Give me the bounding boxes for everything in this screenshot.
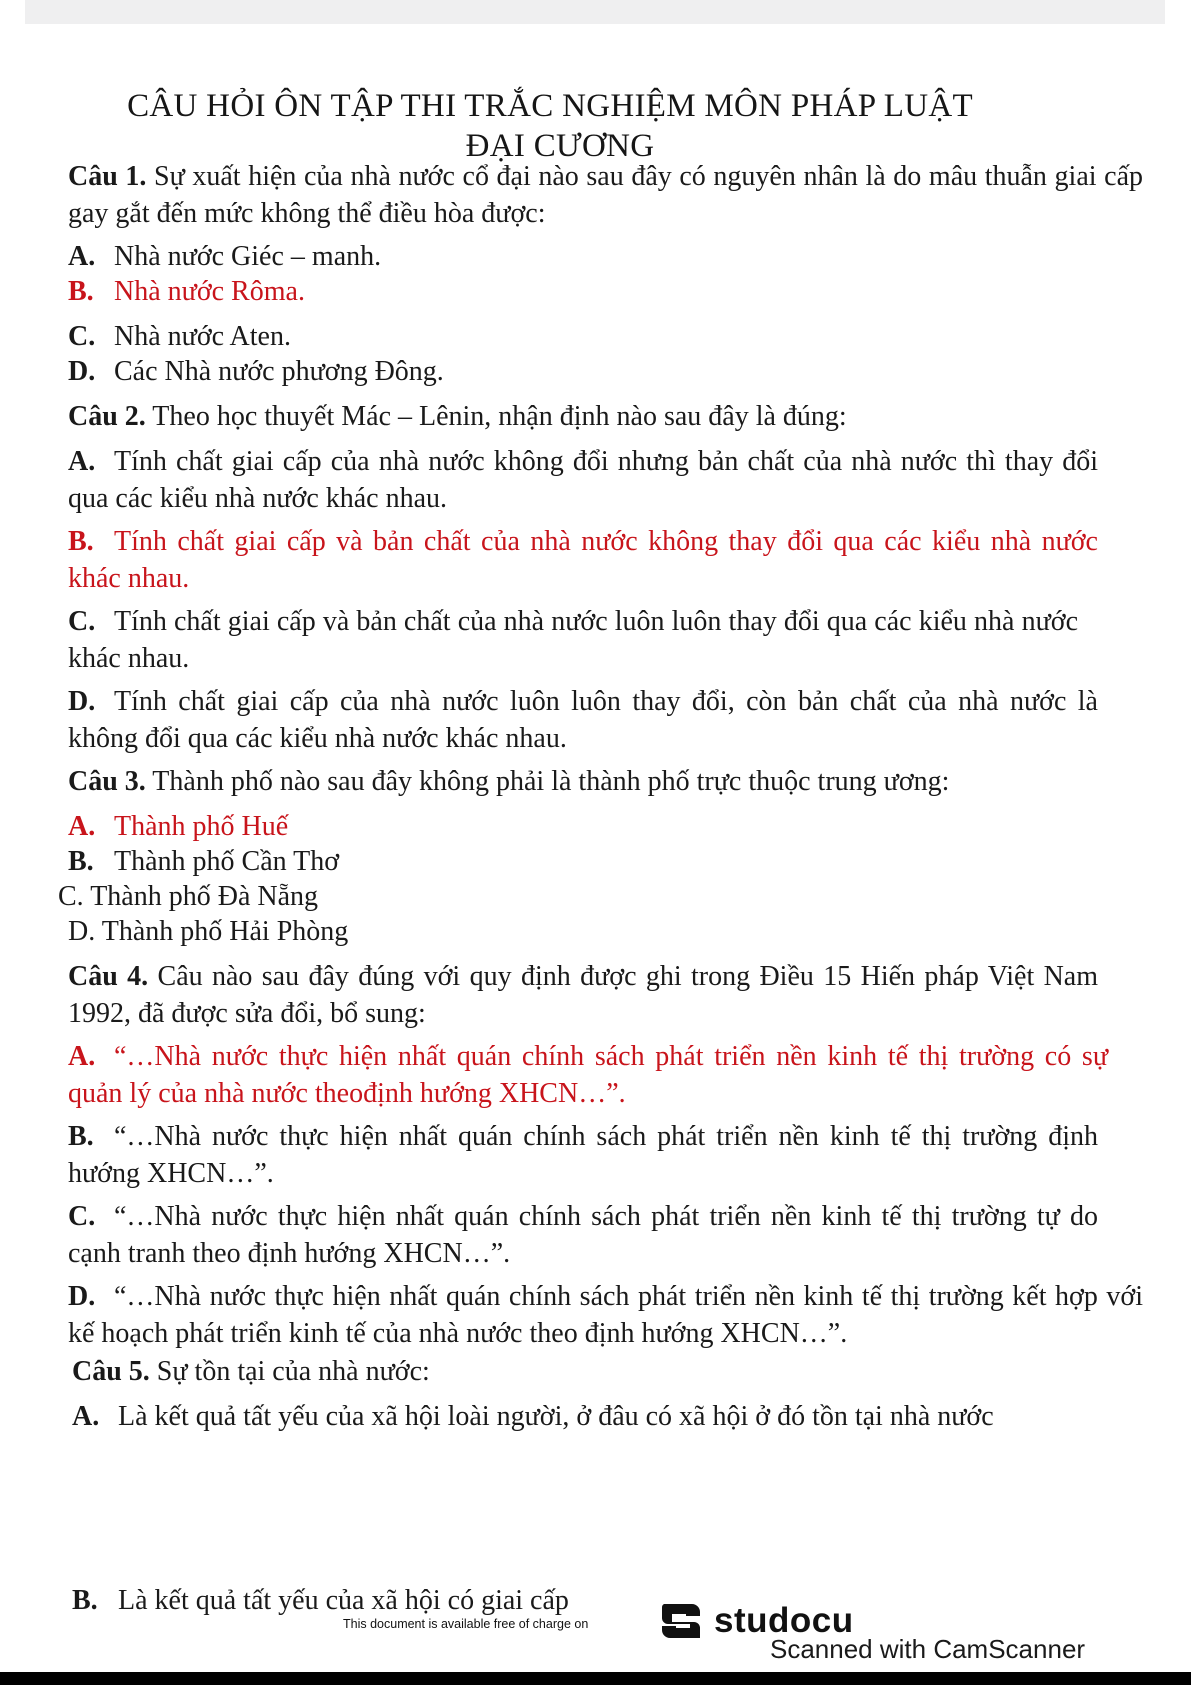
option-text: Thành phố Hải Phòng bbox=[101, 916, 349, 947]
question-4-option-a-correct bbox=[68, 1038, 1108, 1112]
option-label: B. bbox=[68, 526, 94, 557]
option-label: D. bbox=[68, 686, 96, 717]
option-label: D. bbox=[68, 916, 96, 947]
option-label: A. bbox=[68, 1041, 96, 1072]
scan-top-band bbox=[25, 0, 1165, 24]
question-4-option-c bbox=[68, 1198, 1098, 1272]
option-text: Thành phố Huế bbox=[114, 811, 289, 842]
option-text: Tính chất giai cấp và bản chất của nhà nước luôn luôn thay đổi qua các kiểu nhà nước khác nhau. bbox=[68, 606, 1078, 674]
option-text: Là kết quả tất yếu của xã hội loài người, ở đâu có xã hội ở đó tồn tại nhà nước bbox=[118, 1401, 994, 1432]
option-label: A. bbox=[68, 446, 96, 477]
document-title-line-1: CÂU HỎI ÔN TẬP THI TRẮC NGHIỆM MÔN PHÁP LUẬT bbox=[127, 88, 973, 124]
question-label: Câu 1. bbox=[68, 161, 147, 192]
option-text: “…Nhà nước thực hiện nhất quán chính sách phát triển nền kinh tế thị trường kết hợp với kế hoạch phát triển kinh tế của nhà nước theo định hướng XHCN…”. bbox=[68, 1281, 1143, 1349]
question-text: Theo học thuyết Mác – Lênin, nhận định nào sau đây là đúng: bbox=[152, 401, 847, 432]
question-4-option-b bbox=[68, 1118, 1098, 1192]
question-1-option-a bbox=[68, 238, 1123, 275]
question-label: Câu 4. bbox=[68, 961, 149, 992]
question-1-option-b-correct bbox=[68, 273, 1123, 310]
option-label: D. bbox=[68, 356, 96, 387]
option-label: A. bbox=[68, 241, 96, 272]
question-1-option-d bbox=[68, 353, 1123, 390]
option-label: B. bbox=[68, 276, 94, 307]
question-text: Sự tồn tại của nhà nước: bbox=[156, 1356, 430, 1387]
question-text: Câu nào sau đây đúng với quy định được ghi trong Điều 15 Hiến pháp Việt Nam 1992, đã được sửa đổi, bổ sung: bbox=[68, 961, 1099, 1029]
question-label: Câu 2. bbox=[68, 401, 146, 432]
question-5 bbox=[72, 1353, 1147, 1390]
option-text: Các Nhà nước phương Đông. bbox=[114, 356, 444, 387]
option-text: Thành phố Đà Nẵng bbox=[90, 881, 319, 912]
question-2-option-c bbox=[68, 603, 1078, 677]
option-text: Nhà nước Giéc – manh. bbox=[114, 241, 382, 272]
question-3-option-c bbox=[58, 878, 1113, 915]
studocu-icon bbox=[658, 1598, 704, 1644]
option-text: Nhà nước Rôma. bbox=[114, 276, 305, 307]
option-text: Tính chất giai cấp và bản chất của nhà nước không thay đổi qua các kiểu nhà nước khác nhau. bbox=[68, 526, 1098, 594]
question-4 bbox=[68, 958, 1098, 1032]
option-text: Thành phố Cần Thơ bbox=[114, 846, 340, 877]
document-title-line-2: ĐẠI CƯƠNG bbox=[465, 128, 655, 164]
question-4-option-d bbox=[68, 1278, 1143, 1352]
studocu-brand-text: studocu bbox=[714, 1601, 854, 1640]
option-label: C. bbox=[68, 606, 96, 637]
question-2-option-b-correct bbox=[68, 523, 1098, 597]
question-5-option-a bbox=[72, 1398, 1107, 1435]
option-text: “…Nhà nước thực hiện nhất quán chính sách phát triển nền kinh tế thị trường định hướng XHCN…”. bbox=[68, 1121, 1098, 1189]
option-label: B. bbox=[72, 1585, 98, 1616]
scan-bottom-edge bbox=[0, 1672, 1191, 1685]
option-label: C. bbox=[68, 321, 96, 352]
studocu-availability-note: This document is available free of charge on bbox=[343, 1617, 589, 1631]
option-text: Nhà nước Aten. bbox=[114, 321, 291, 352]
question-text: Sự xuất hiện của nhà nước cổ đại nào sau đây có nguyên nhân là do mâu thuẫn giai cấp gay gắt đến mức không thể điều hòa được: bbox=[68, 161, 1143, 229]
option-label: B. bbox=[68, 1121, 94, 1152]
option-label: B. bbox=[68, 846, 94, 877]
question-1 bbox=[68, 158, 1143, 232]
question-2-option-a bbox=[68, 443, 1098, 517]
camscanner-watermark: Scanned with CamScanner bbox=[770, 1634, 1086, 1664]
option-label: C. bbox=[68, 1201, 96, 1232]
option-text: Là kết quả tất yếu của xã hội có giai cấp bbox=[118, 1585, 569, 1616]
option-label: D. bbox=[68, 1281, 96, 1312]
question-text: Thành phố nào sau đây không phải là thành phố trực thuộc trung ương: bbox=[152, 766, 950, 797]
option-text: Tính chất giai cấp của nhà nước không đổi nhưng bản chất của nhà nước thì thay đổi qua các kiểu nhà nước khác nhau. bbox=[68, 446, 1098, 514]
option-label: A. bbox=[72, 1401, 100, 1432]
question-label: Câu 3. bbox=[68, 766, 146, 797]
question-3-option-a-correct bbox=[68, 808, 1123, 845]
option-text: “…Nhà nước thực hiện nhất quán chính sách phát triển nền kinh tế thị trường tự do cạnh tranh theo định hướng XHCN…”. bbox=[68, 1201, 1098, 1269]
question-2-option-d bbox=[68, 683, 1098, 757]
question-1-option-c bbox=[68, 318, 1123, 355]
option-text: “…Nhà nước thực hiện nhất quán chính sách phát triển nền kinh tế thị trường có sự quản lý của nhà nước theođịnh hướng XHCN…”. bbox=[68, 1041, 1108, 1109]
option-text: Tính chất giai cấp của nhà nước luôn luôn thay đổi, còn bản chất của nhà nước là không đổi qua các kiểu nhà nước khác nhau. bbox=[68, 686, 1098, 754]
question-2 bbox=[68, 398, 1143, 435]
question-3-option-b bbox=[68, 843, 1123, 880]
option-label: C. bbox=[58, 881, 84, 912]
question-label: Câu 5. bbox=[72, 1356, 150, 1387]
question-5-option-b bbox=[72, 1582, 692, 1619]
question-3-option-d bbox=[68, 913, 1123, 950]
question-3 bbox=[68, 763, 1143, 800]
option-label: A. bbox=[68, 811, 96, 842]
